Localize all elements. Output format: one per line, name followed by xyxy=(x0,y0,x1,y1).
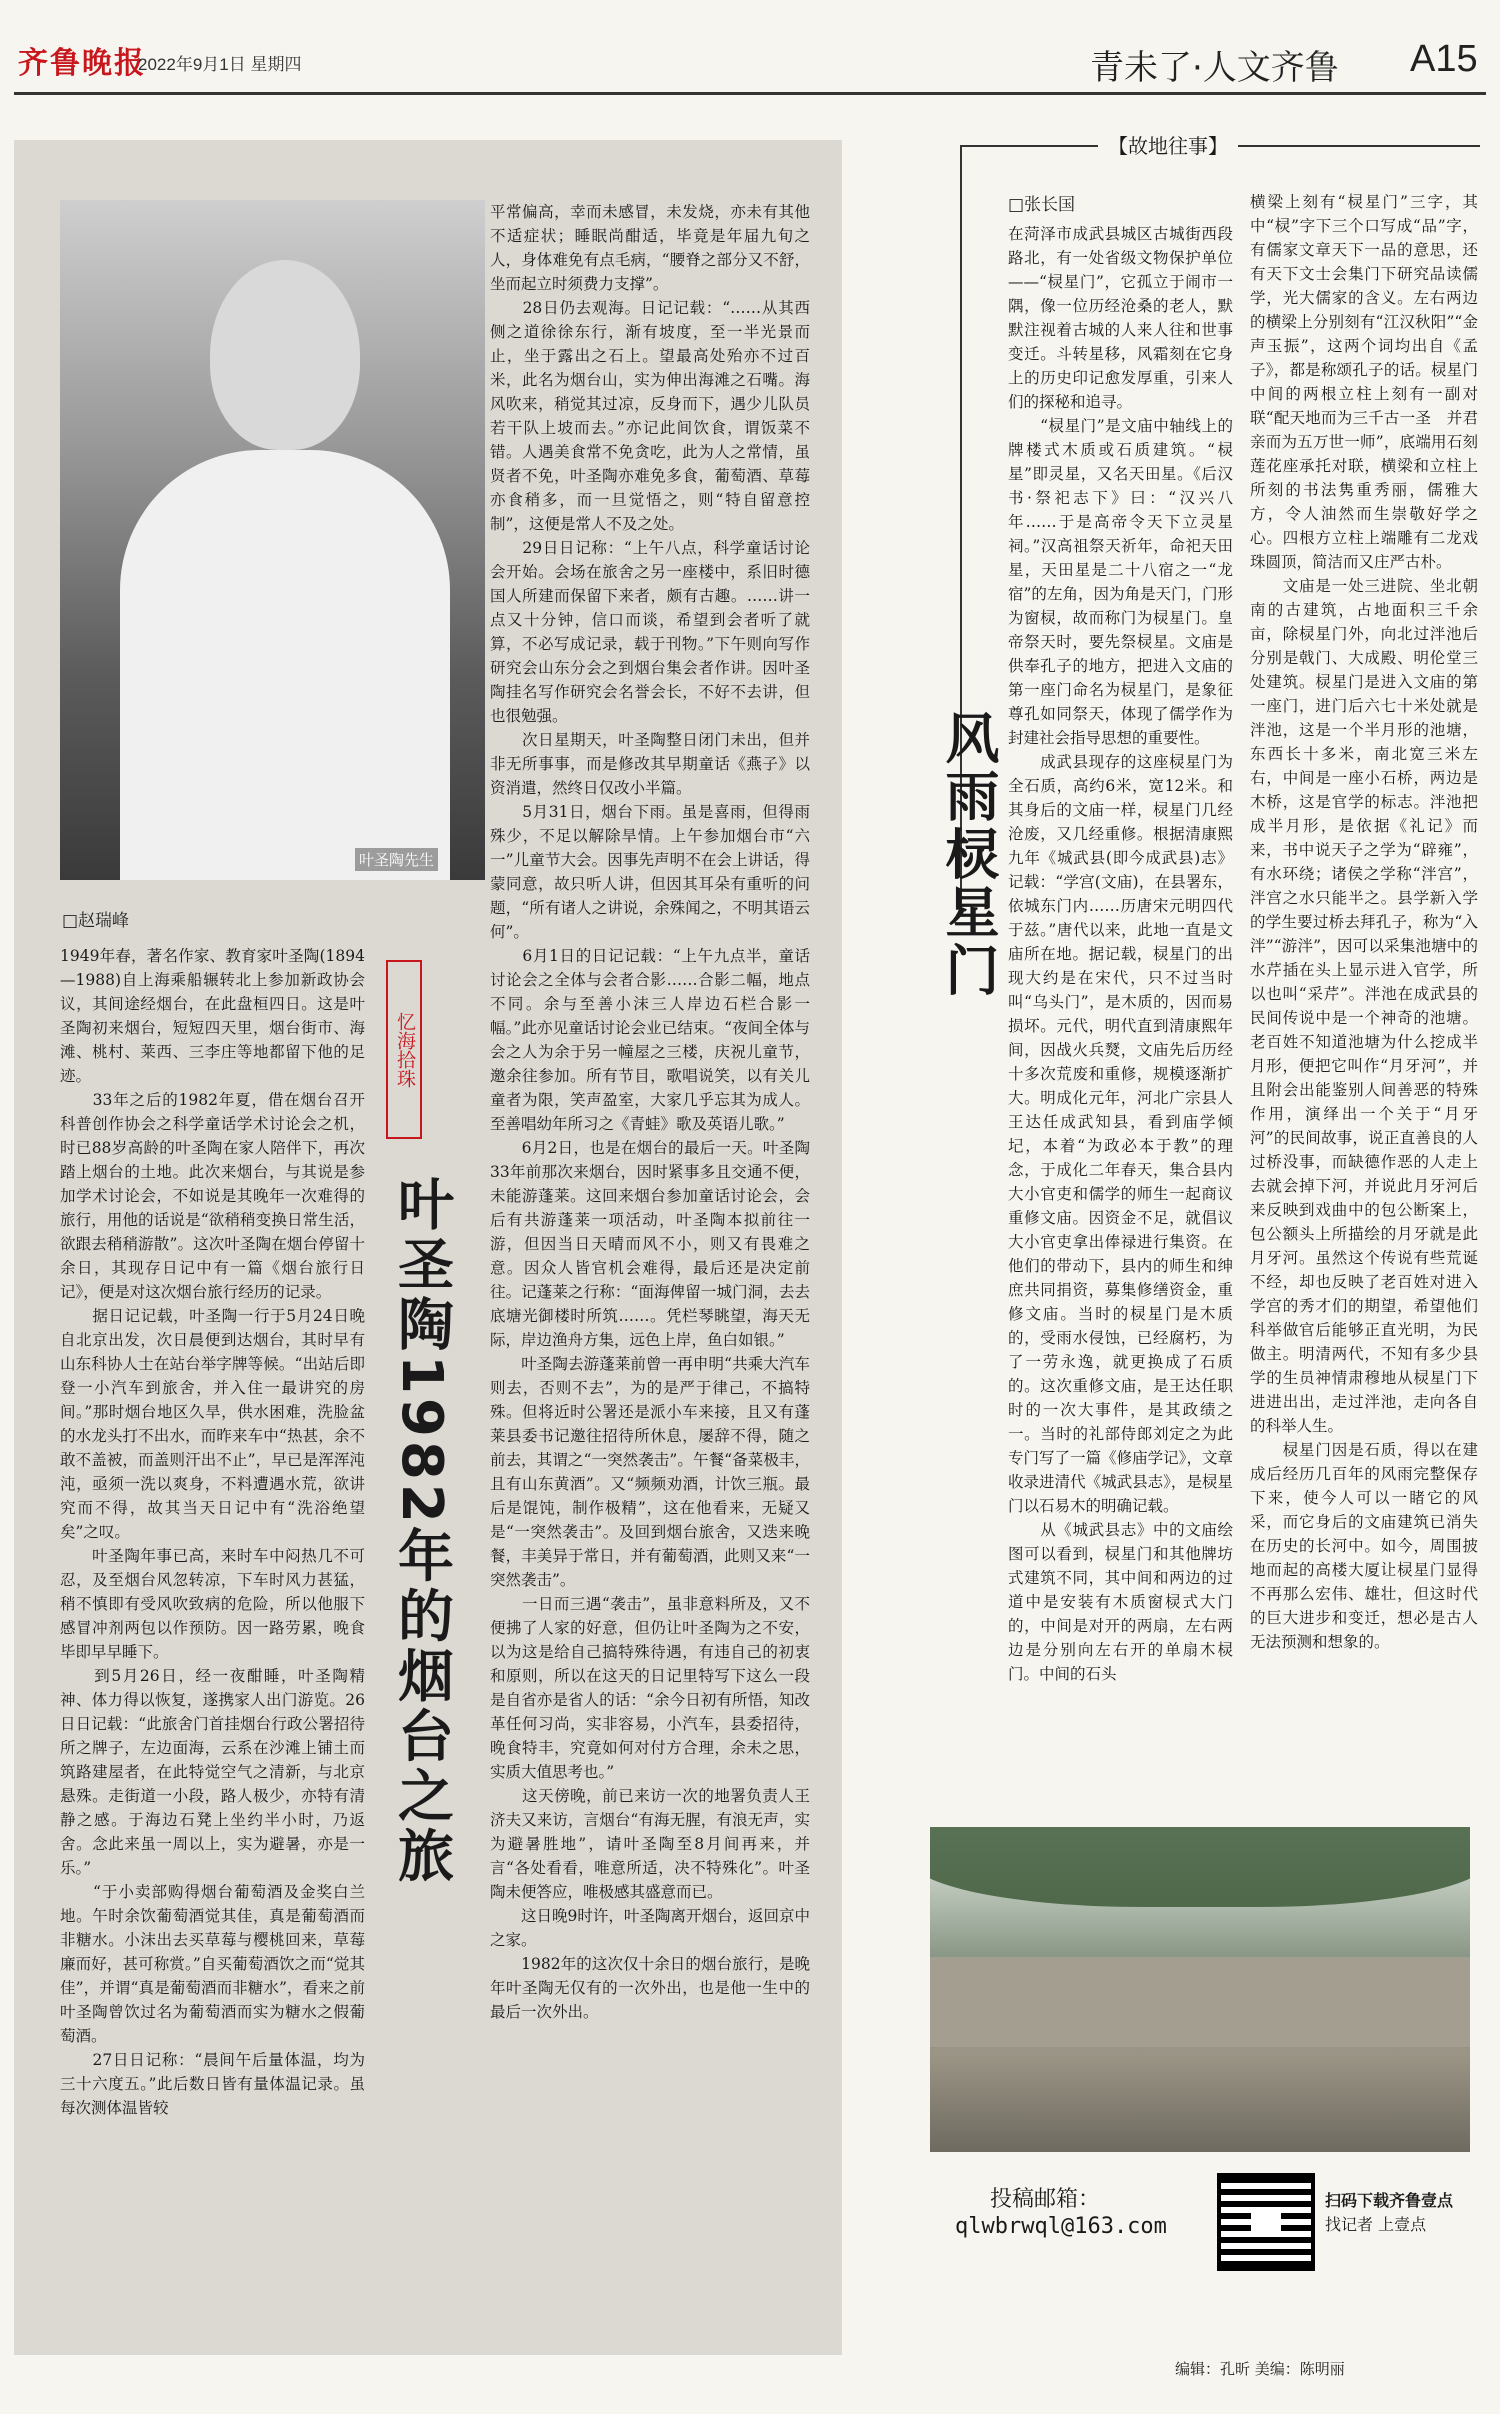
left-byline: □赵瑞峰 xyxy=(62,911,130,931)
submission-email[interactable]: qlwbrwql@163.com xyxy=(955,2214,1167,2239)
right-article-title: 风雨棂星门 xyxy=(937,710,1000,1000)
scan-prompt: 扫码下载齐鲁壹点 xyxy=(1325,2191,1454,2210)
left-article-column-1: 1949年春，著名作家、教育家叶圣陶(1894—1988)自上海乘船辗转北上参加新政协会议，其间途经烟台，在此盘桓四日。这是叶圣陶初来烟台，短短四天里，烟台街市、海滩、桃村、莱西、三李庄等地都留下他的足迹。 33年之后的1982年夏，借在烟台召开科普创作协会之科学童话学术讨论会之机，时已88岁高龄的叶圣陶在家人陪伴下，再次踏上烟台的土地。此次来烟台，与其说是参加学术讨论会，不如说是其晚年一次难得的旅行，用他的话说是“欲稍稍变换日常生活，欲跟去稍稍游散”。这次叶圣陶在烟台停留十余日，其现存日记中有一篇《烟台旅行日记》，便是对这次烟台旅行经历的记录。 据日记记载，叶圣陶一行于5月24日晚自北京出发，次日晨便到达烟台，其时早有山东科协人士在站台举字牌等候。“出站后即登一小汽车到旅舍，并入住一最讲究的房间。”那时烟台地区久旱，供水困难，洗脸盆的水龙头打不出水，而昨来车中“热甚，余不敢不盖被，而盖则汗出不止”，早已是浑浑沌沌，亟须一洗以爽身，不料遭遇水荒，欲讲究而不得，故其当天日记中有“洗浴绝望矣”之叹。 叶圣陶年事已高，来时车中闷热几不可忍，及至烟台风忽转凉，下车时风力甚猛，稍不慎即有受风吹致病的危险，所以他服下感冒冲剂两包以作预防。因一路劳累，晚食毕即早早睡下。 到5月26日，经一夜酣睡，叶圣陶精神、体力得以恢复，遂携家人出门游览。26日日记载：“此旅舍门首挂烟台行政公署招待所之牌子，左边面海，云系在沙滩上铺土而筑路建屋者，在此特觉空气之清新，与北京悬殊。走街道一小段，路人极少，亦特有清静之感。于海边石凳上坐约半小时，乃返舍。念此来虽一周以上，实为避暑，亦是一乐。” “于小卖部购得烟台葡萄酒及金奖白兰地。午时余饮葡萄酒觉其佳，真是葡萄酒而非糖水。小沫出去买草莓与樱桃回来，草莓廉而好，甚可称赏。”自买葡萄酒饮之而“觉其佳”，并谓“真是葡萄酒而非糖水”，看来之前叶圣陶曾饮过名为葡萄酒而实为糖水之假葡萄酒。 27日日记称：“晨间午后量体温，均为三十六度五。”此后数日皆有量体温记录。虽每次测体温皆较 xyxy=(60,947,365,2117)
newspaper-logo: 齐鲁晚报 xyxy=(18,46,146,81)
qr-code-icon[interactable] xyxy=(1217,2173,1315,2271)
lingxing-gate-photo xyxy=(930,1827,1470,2152)
right-article-column-1: 在菏泽市成武县城区古城街西段路北，有一处省级文物保护单位——“棂星门”，它孤立于闹市一隅，像一位历经沧桑的老人，默默注视着古城的人来人往和世事变迁。斗转星移，风霜刻在它身上的历史印记愈发厚重，引来人们的探秘和追寻。 “棂星门”是文庙中轴线上的牌楼式木质或石质建筑。“棂星”即灵星，又名天田星。《后汉书·祭祀志下》曰：“汉兴八年……于是高帝令天下立灵星祠。”汉高祖祭天祈年，命祀天田星，天田星是二十八宿之一“龙宿”的左角，因为角是天门，门形为窗棂，故而称门为棂星门。皇帝祭天时，要先祭棂星。文庙是供奉孔子的地方，把进入文庙的第一座门命名为棂星门，是象征尊孔如同祭天，体现了儒学作为封建社会指导思想的重要性。 成武县现存的这座棂星门为全石质，高约6米，宽12米。和其身后的文庙一样，棂星门几经沧废，又几经重修。根据清康熙九年《城武县(即今成武县)志》记载：“学宫(文庙)，在县署东，依城东门内……历唐宋元明四代于兹。”唐代以来，此地一直是文庙所在地。据记载，棂星门的出现大约是在宋代，只不过当时叫“乌头门”，是木质的，因而易损坏。元代，明代直到清康熙年间，因战火兵燹，文庙先后历经十多次荒废和重修，规模逐渐扩大。明成化元年，河北广宗县人王达任成武知县，看到庙学倾圮，本着“为政必本于教”的理念，于成化二年春天，集合县内大小官吏和儒学的师生一起商议重修文庙。因资金不足，就倡议大小官吏拿出俸禄进行集资。在他们的带动下，县内的师生和绅庶共同捐资，募集修缮资金，重修文庙。当时的棂星门是木质的，受雨水侵蚀，已经腐朽，为了一劳永逸，就更换成了石质的。这次重修文庙，是王达任职时的一次大事件，是其政绩之一。当时的礼部侍郎刘定之为此专门写了一篇《修庙学记》，文章收录进清代《城武县志》，是棂星门以石易木的明确记载。 从《城武县志》中的文庙绘图可以看到，棂星门和其他牌坊式建筑不同，其中间和两边的过道中是安装有木质窗棂式大门的，中间是对开的两扇，左右两边是分别向左右开的单扇木棂门。中间的石头 xyxy=(1008,225,1233,1683)
submission-label: 投稿邮箱： xyxy=(990,2187,1101,2212)
photo-caption: 叶圣陶先生 xyxy=(355,848,438,871)
right-byline: □张长国 xyxy=(1008,195,1076,215)
portrait-photo xyxy=(60,200,485,880)
left-article-title: 叶圣陶1982年的烟台之旅 xyxy=(389,1175,454,1887)
editor-credits: 编辑：孔昕 美编：陈明丽 xyxy=(1175,2360,1345,2378)
column-tag: 忆海拾珠 xyxy=(386,960,422,1139)
section-title: 青未了·人文齐鲁 xyxy=(1090,48,1339,88)
left-article-column-2: 平常偏高，幸而未感冒，未发烧，亦未有其他不适症状；睡眠尚酣适，毕竟是年届九旬之人，身体难免有点毛病，“腰脊之部分又不舒，坐而起立时须费力支撑”。 28日仍去观海。日记记载：“……从其西侧之道徐徐东行，渐有坡度，至一半光景而止，坐于露出之石上。望最高处殆亦不过百米，此名为烟台山，实为伸出海滩之石嘴。海风吹来，稍觉其过凉，反身而下，遇少儿队员若干队上坡而去。”亦记此间饮食，谓饭菜不错。人遇美食常不免贪吃，此为人之常情，虽贤者不免，叶圣陶亦难免多食，葡萄酒、草莓亦食稍多，而一旦觉悟之，则“特自留意控制”，这便是常人不及之处。 29日日记称：“上午八点，科学童话讨论会开始。会场在旅舍之另一座楼中，系旧时德国人所建而保留下来者，颇有古趣。……讲一点又十分钟，信口而谈，希望到会者听了就算，不必写成记录，载于刊物。”下午则向写作研究会山东分会之到烟台集会者作讲。因叶圣陶挂名写作研究会名誉会长，不好不去讲，但也很勉强。 次日星期天，叶圣陶整日闭门未出，但并非无所事事，而是修改其早期童话《燕子》以资消遣，然终日仅改小半篇。 5月31日，烟台下雨。虽是喜雨，但得雨殊少，不足以解除旱情。上午参加烟台市“六一”儿童节大会。因事先声明不在会上讲话，得蒙同意，故只听人讲，但因其耳朵有重听的问题，“所有诸人之讲说，余殊闻之，不明其语云何”。 6月1日的日记记载：“上午九点半，童话讨论会之全体与会者合影……合影二幅，地点不同。余与至善小沫三人岸边石栏合影一幅。”此亦见童话讨论会业已结束。“夜间全体与会之人为余于另一幢屋之三楼，庆祝儿童节，邀余往参加。所有节目，歌唱说笑，以有关儿童者为限，笑声盈室，大家几乎忘其为成人。至善唱幼年所习之《青蛙》歌及英语儿歌。” 6月2日，也是在烟台的最后一天。叶圣陶33年前那次来烟台，因时紧事多且交通不便，未能游蓬莱。这回来烟台参加童话讨论会，会后有共游蓬莱一项活动，叶圣陶本拟前往一游，但因当日天晴而风不小，则又有畏难之意。因众人皆官机会难得，最后还是决定前往。记蓬莱之行称：“面海俾留一城门洞，去去底塘光御楼时所筑……。凭栏琴眺望，海天无际，岸边渔舟方集，远色上岸，鱼白如银。” 叶圣陶去游蓬莱前曾一再申明“共乘大汽车则去，否则不去”，为的是严于律己，不搞特殊。但将近时公署还是派小车来接，且又有蓬莱县委书记邀往招待所休息，屡辞不得，随之前去，其谓之“一突然袭击”。午餐“备菜极丰，且有山东黄酒”。又“频频劝酒，计饮三瓶。最后是馄饨，制作极精”，这在他看来，无疑又是“一突然袭击”。及回到烟台旅舍，又迭来晚餐，丰美异于常日，并有葡萄酒，此则又来“一突然袭击”。 一日而三遇“袭击”，虽非意料所及，又不便拂了人家的好意，但仍让叶圣陶为之不安，以为这是给自己搞特殊待遇，有违自己的初衷和原则，所以在这天的日记里特写下这么一段是自省亦是省人的话：“余今日初有所悟，知改革任何习尚，实非容易，小汽车，县委招待，晚食特丰，究竟如何对付方合理，余未之思，实质大值思考也。” 这天傍晚，前已来访一次的地署负责人王济夫又来访，言烟台“有海无腥，有浪无声，实为避暑胜地”，请叶圣陶至8月间再来，并言“各处看看，唯意所适，决不特殊化”。叶圣陶未便答应，唯极感其盛意而已。 这日晚9时许，叶圣陶离开烟台，返回京中之家。 1982年的这次仅十余日的烟台旅行，是晚年叶圣陶无仅有的一次外出，也是他一生中的最后一次外出。 xyxy=(490,203,810,2021)
page-number: A15 xyxy=(1410,38,1478,80)
scan-subtext: 找记者 上壹点 xyxy=(1325,2215,1427,2234)
issue-date: 2022年9月1日 星期四 xyxy=(138,55,302,74)
right-article-column-2: 横梁上刻有“棂星门”三字，其中“棂”字下三个口写成“品”字，有儒家文章天下一品的意思，还有天下文士会集门下研究品读儒学，光大儒家的含义。左右两边的横梁上分别刻有“江汉秋阳”“金声玉振”，这两个词均出自《孟子》，都是称颂孔子的话。棂星门中间的两根立柱上刻有一副对联“配天地而为三千古一圣 并君亲而为五万世一师”，底端用石刻莲花座承托对联，横梁和立柱上所刻的书法隽重秀丽，儒雅大方，令人油然而生崇敬好学之心。四根方立柱上端雕有二龙戏珠圆顶，简洁而又庄严古朴。 文庙是一处三进院、坐北朝南的古建筑，占地面积三千余亩，除棂星门外，向北过泮池后分别是戟门、大成殿、明伦堂三处建筑。棂星门是进入文庙的第一座门，进门后六七十米处就是泮池，这是一个半月形的池塘，东西长十多米，南北宽三米左右，中间是一座小石桥，两边是木桥，这是官学的标志。泮池把成半月形，是依据《礼记》而来，书中说天子之学为“辟雍”，有水环绕；诸侯之学称“泮宫”，泮宫之水只能半之。县学新入学的学生要过桥去拜孔子，称为“入泮”“游泮”，因可以采集池塘中的水芹插在头上显示进入官学，所以也叫“采芹”。泮池在成武县的民间传说中是一个神奇的池塘。老百姓不知道池塘为什么挖成半月形，便把它叫作“月牙河”，并且附会出能鉴别人间善恶的特殊作用，演绎出一个关于“月牙河”的民间故事，说正直善良的人过桥没事，而缺德作恶的人走上去就会掉下河，并说此月牙河后来反映到戏曲中的包公断案上，包公额头上所描绘的月牙就是此月牙河。虽然这个传说有些荒诞不经，却也反映了老百姓对进入学宫的秀才们的期望，希望他们科举做官后能够正直光明，为民做主。明清两代，不知有多少县学的生员神情肃穆地从棂星门下进进出出，走过泮池，走向各自的科举人生。 棂星门因是石质，得以在建成后经历几百年的风雨完整保存下来，使今人可以一睹它的风采，而它身后的文庙建筑已消失在历史的长河中。如今，周围披地而起的高楼大厦让棂星门显得不再那么宏伟、雄壮，但这时代的巨大进步和变迁，想必是古人无法预测和想象的。 xyxy=(1250,193,1478,1651)
header-rule xyxy=(14,92,1486,95)
right-section-tag: 【故地往事】 xyxy=(1098,130,1238,159)
